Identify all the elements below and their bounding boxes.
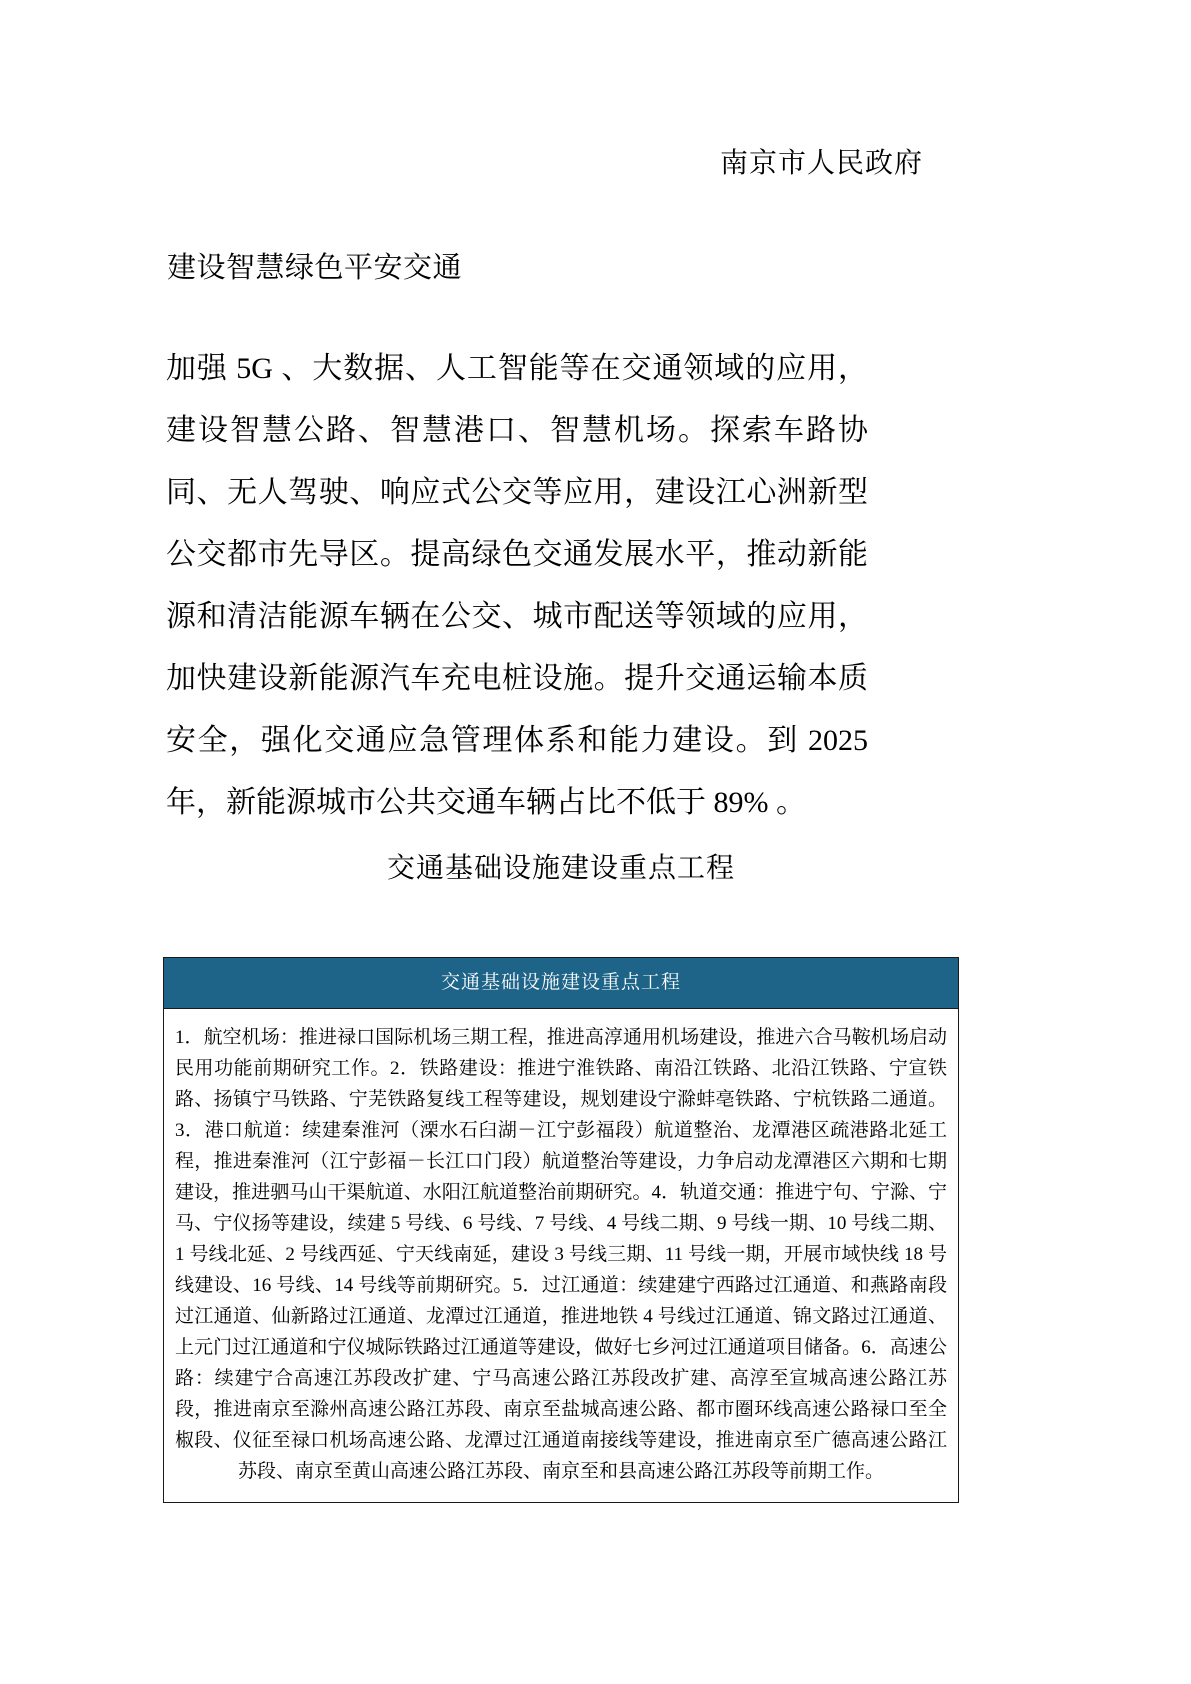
table-body: 1．航空机场：推进禄口国际机场三期工程，推进高淳通用机场建设，推进六合马鞍机场启动民用功能前期研究工作。2．铁路建设：推进宁淮铁路、南沿江铁路、北沿江铁路、宁宣铁路、扬镇宁马铁路、宁芜铁路复线工程等建设，规划建设宁滁蚌亳铁路、宁杭铁路二通道。3．港口航道：续建秦淮河（溧水石臼湖－江宁彭福段）航道整治、龙潭港区疏港路北延工程，推进秦淮河（江宁彭福－长江口门段）航道整治等建设，力争启动龙潭港区六期和七期建设，推进驷马山干渠航道、水阳江航道整治前期研究。4．轨道交通：推进宁句、宁滁、宁马、宁仪扬等建设，续建 5 号线、6 号线、7 号线、4 号线二期、9 号线一期、10 号线二期、1 号线北延、2 号线西延、宁天线南延，建设 3 号线三期、11 号线一期，开展市域快线 18 号线建设、16 号线、14 号线等前期研究。5．过江通道：续建建宁西路过江通道、和燕路南段过江通道、仙新路过江通道、龙潭过江通道，推进地铁 4 号线过江通道、锦文路过江通道、上元门过江通道和宁仪城际铁路过江通道等建设，做好七乡河过江通道项目储备。6．高速公路：续建宁合高速江苏段改扩建、宁马高速公路江苏段改扩建、高淳至宣城高速公路江苏段，推进南京至滁州高速公路江苏段、南京至盐城高速公路、都市圈环线高速公路禄口至全椒段、仪征至禄口机场高速公路、龙潭过江通道南接线等建设，推进南京至广德高速公路江苏段、南京至黄山高速公路江苏段、南京至和县高速公路江苏段等前期工作。 xyxy=(164,1009,958,1502)
key-projects-table xyxy=(163,957,959,1503)
table-caption: 交通基础设施建设重点工程 xyxy=(386,853,735,884)
org-name: 南京市人民政府 xyxy=(720,148,924,179)
section-heading: 建设智慧绿色平安交通 xyxy=(167,252,463,284)
table-header: 交通基础设施建设重点工程 xyxy=(164,958,958,1009)
body-paragraph: 加强 5G 、大数据、人工智能等在交通领域的应用，建设智慧公路、智慧港口、智慧机场。探索车路协同、无人驾驶、响应式公交等应用，建设江心洲新型公交都市先导区。提高绿色交通发展水平，推动新能源和清洁能源车辆在公交、城市配送等领域的应用，加快建设新能源汽车充电桩设施。提升交通运输本质安全，强化交通应急管理体系和能力建设。到 2025 年，新能源城市公共交通车辆占比不低于 89% 。 xyxy=(166,352,868,819)
